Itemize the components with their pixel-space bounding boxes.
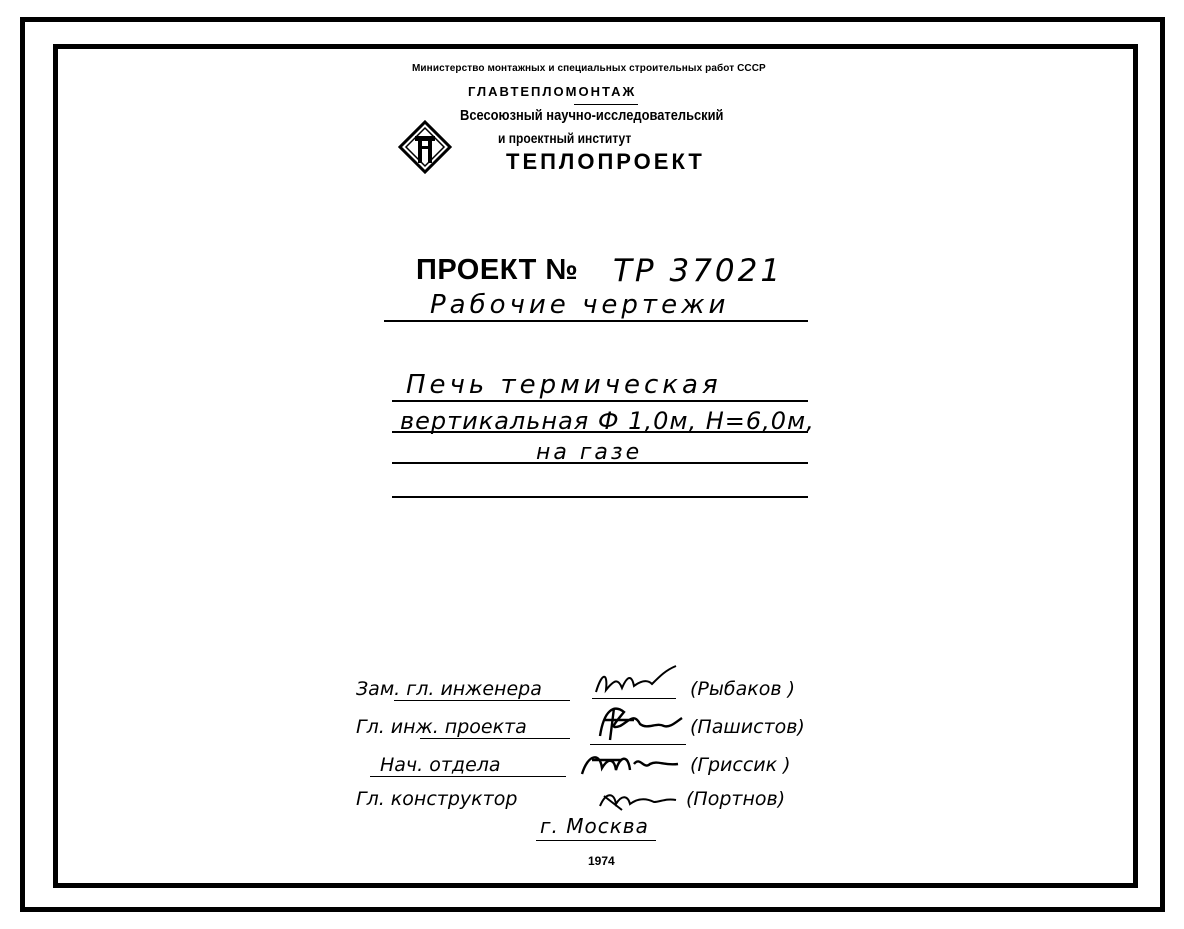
signature-name-4: (Портнов) [686, 788, 786, 810]
institute-line-2: и проектный институт [498, 130, 632, 146]
signature-2-line [590, 744, 686, 745]
glavk-name: ГЛАВТЕПЛОМОНТАЖ [468, 84, 637, 99]
city: г. Москва [540, 814, 649, 838]
signature-role-4: Гл. конструктор [356, 788, 518, 810]
title-underline-3 [392, 462, 808, 464]
title-line-3: на газе [536, 440, 643, 465]
stage-underline [384, 320, 808, 322]
signature-name-3: (Гриссик ) [690, 754, 791, 776]
signature-1-scribble [592, 662, 680, 702]
signature-2-scribble [594, 700, 686, 746]
signature-role-1: Зам. гл. инженера [356, 678, 542, 700]
signature-role-2: Гл. инж. проекта [356, 716, 527, 738]
signature-role-3-underline [370, 776, 566, 777]
signature-1-line [592, 698, 676, 699]
institute-name: ТЕПЛОПРОЕКТ [506, 149, 705, 174]
project-number: ТР 37021 [613, 253, 784, 289]
signature-4-scribble [594, 784, 682, 814]
project-label: ПРОЕКТ № [416, 254, 579, 286]
project-stage: Рабочие чертежи [430, 290, 730, 320]
signature-3-scribble [578, 746, 682, 782]
ministry-line: Министерство монтажных и специальных строительных работ СССР [412, 63, 766, 74]
title-underline-2 [392, 431, 808, 433]
signature-name-2: (Пашистов) [690, 716, 805, 738]
city-underline [536, 840, 656, 841]
title-underline-4 [392, 496, 808, 498]
signature-role-2-underline [420, 738, 570, 739]
institute-emblem-icon [398, 120, 452, 174]
signature-name-1: (Рыбаков ) [690, 678, 795, 700]
signature-role-1-underline [394, 700, 570, 701]
institute-line-1: Всесоюзный научно-исследовательский [460, 107, 724, 124]
signature-role-3: Нач. отдела [380, 754, 501, 776]
title-line-1: Печь термическая [406, 370, 722, 400]
year: 1974 [588, 854, 615, 868]
title-underline-1 [392, 400, 808, 402]
title-line-2: вертикальная Ф 1,0м, Н=6,0м, [400, 407, 815, 435]
glavk-underline [574, 104, 638, 105]
